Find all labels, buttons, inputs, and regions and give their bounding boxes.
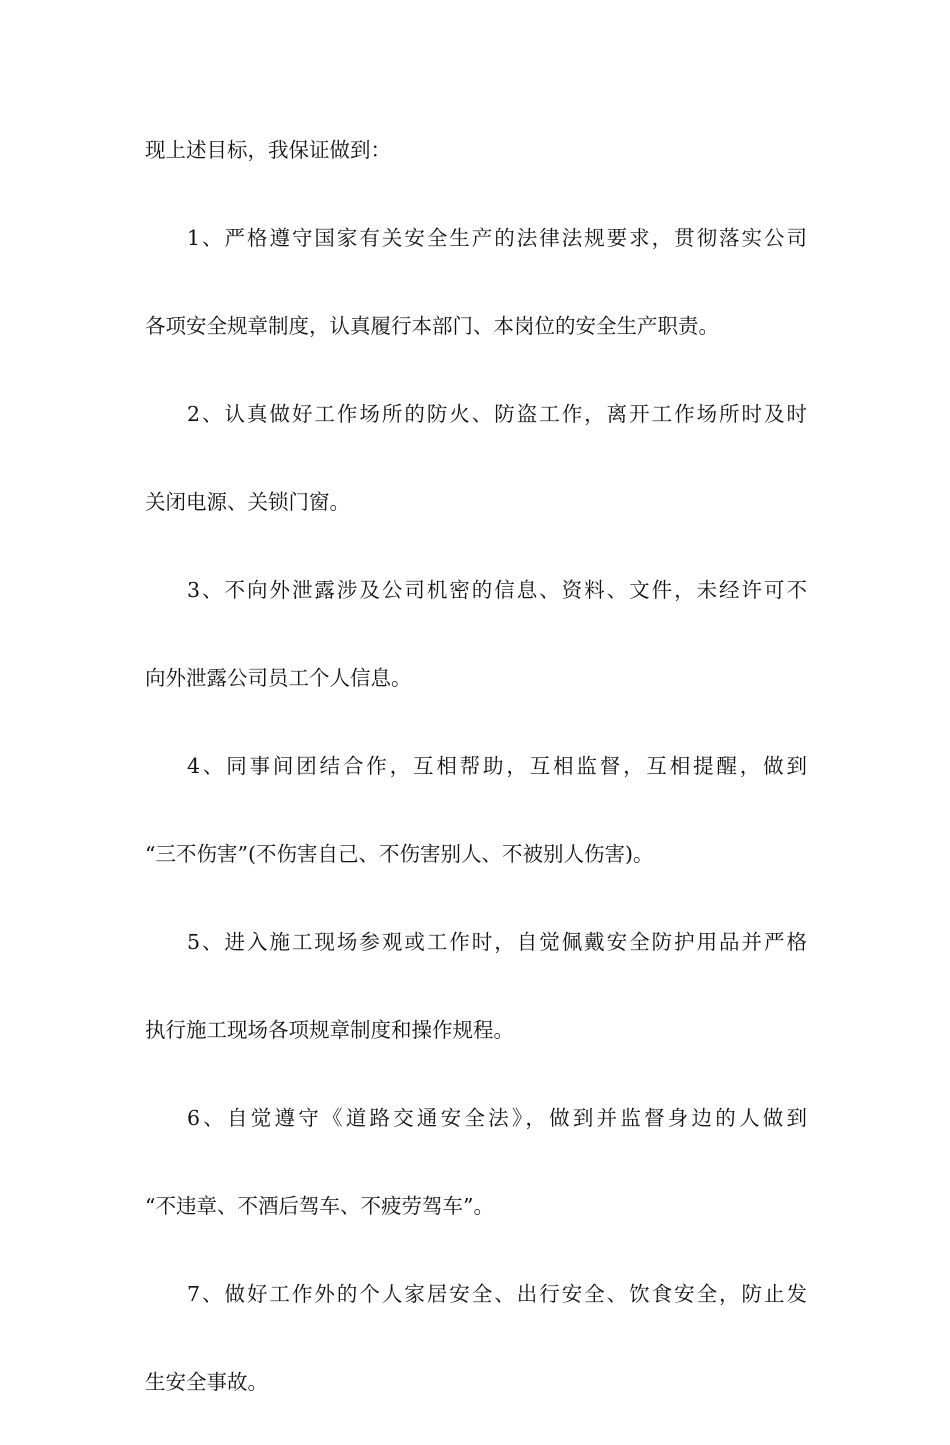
list-item-3-line-1: 3、不向外泄露涉及公司机密的信息、资料、文件，未经许可不 — [187, 578, 807, 602]
list-item-3-line-2: 向外泄露公司员工个人信息。 — [145, 666, 412, 690]
list-item-6-line-2: “不违章、不酒后驾车、不疲劳驾车”。 — [145, 1194, 494, 1218]
list-item-1-line-1: 1、严格遵守国家有关安全生产的法律法规要求，贯彻落实公司 — [187, 226, 807, 250]
list-item-2-line-1: 2、认真做好工作场所的防火、防盗工作，离开工作场所时及时 — [187, 402, 807, 426]
list-item-2-line-2: 关闭电源、关锁门窗。 — [145, 490, 350, 514]
list-item-7-line-2: 生安全事故。 — [145, 1370, 268, 1394]
list-item-7-line-1: 7、做好工作外的个人家居安全、出行安全、饮食安全，防止发 — [187, 1282, 807, 1306]
list-item-1-line-2: 各项安全规章制度，认真履行本部门、本岗位的安全生产职责。 — [145, 314, 719, 338]
list-item-5-line-2: 执行施工现场各项规章制度和操作规程。 — [145, 1018, 514, 1042]
text-line: 现上述目标，我保证做到： — [145, 138, 391, 162]
list-item-4-line-2: “三不伤害”(不伤害自己、不伤害别人、不被别人伤害)。 — [145, 842, 654, 866]
document-body — [145, 125, 807, 1445]
list-item-5-line-1: 5、进入施工现场参观或工作时，自觉佩戴安全防护用品并严格 — [187, 930, 807, 954]
list-item-4-line-1: 4、同事间团结合作，互相帮助，互相监督，互相提醒，做到 — [187, 754, 807, 778]
list-item-6-line-1: 6、自觉遵守《道路交通安全法》，做到并监督身边的人做到 — [187, 1106, 807, 1130]
